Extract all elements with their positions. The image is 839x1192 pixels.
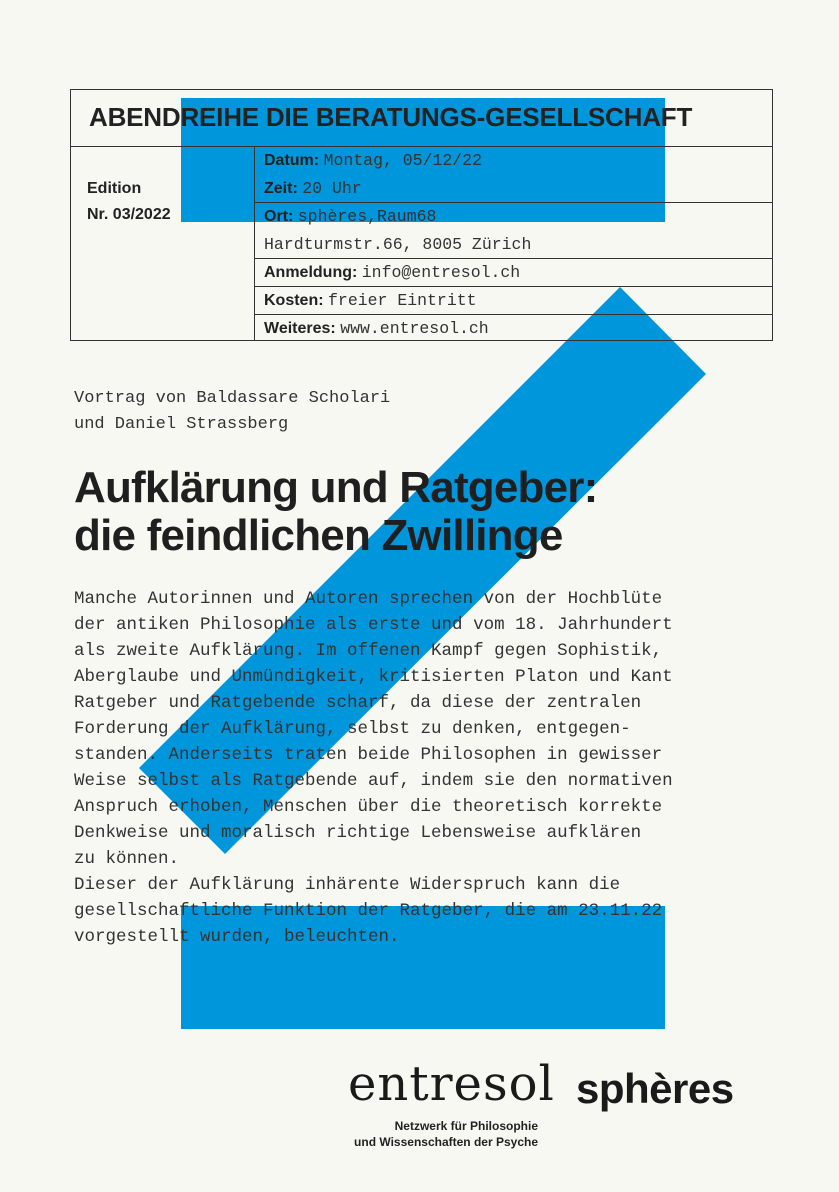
lecture-title-line: die feindlichen Zwillinge	[74, 511, 563, 560]
abstract-line: gesellschaftliche Funktion der Ratgeber, die am 23.11.22	[74, 901, 663, 921]
table-divider-vertical	[254, 146, 255, 340]
series-title: ABENDREIHE DIE BERATUNGS-GESELLSCHAFT	[71, 90, 772, 147]
edition-line-1: Edition	[87, 180, 142, 197]
detail-row-more	[264, 315, 489, 343]
tagline-line: und Wissenschaften der Psyche	[354, 1135, 538, 1149]
abstract-line: zu können.	[74, 849, 180, 869]
detail-label: Weiteres:	[264, 320, 336, 337]
abstract-line: Denkweise und moralisch richtige Lebensweise aufklären	[74, 823, 642, 843]
detail-value: Montag, 05/12/22	[323, 151, 482, 170]
detail-row-location	[264, 203, 436, 231]
tagline-line: Netzwerk für Philosophie	[394, 1119, 538, 1133]
entresol-logo: entresol	[348, 1056, 555, 1112]
detail-value: www.entresol.ch	[340, 319, 489, 338]
abstract-line: Forderung der Aufklärung, selbst zu denken, entgegen-	[74, 719, 631, 739]
abstract-line: Anspruch erhoben, Menschen über die theoretisch korrekte	[74, 797, 663, 817]
detail-row-cost	[264, 287, 477, 315]
spheres-logo: sphères	[576, 1065, 734, 1112]
detail-value: info@entresol.ch	[361, 263, 521, 282]
abstract-line: Ratgeber und Ratgebende scharf, da diese der zentralen	[74, 693, 642, 713]
detail-value: Hardturmstr.66, 8005 Zürich	[264, 235, 532, 254]
detail-value: freier Eintritt	[328, 291, 477, 310]
detail-label: Ort:	[264, 208, 294, 225]
event-info-table	[70, 89, 773, 341]
detail-label: Kosten:	[264, 292, 324, 309]
edition-number: Nr. 03/2022	[87, 206, 171, 223]
abstract-line: als zweite Aufklärung. Im offenen Kampf gegen Sophistik,	[74, 641, 663, 661]
lecture-title-line: Aufklärung und Ratgeber:	[74, 463, 598, 512]
entresol-tagline	[354, 1118, 538, 1150]
abstract-line: vorgestellt wurden, beleuchten.	[74, 927, 400, 947]
detail-row-time	[264, 175, 362, 203]
detail-value: 20 Uhr	[302, 179, 362, 198]
speaker-line: und Daniel Strassberg	[74, 415, 289, 434]
abstract-line: Manche Autorinnen und Autoren sprechen von der Hochblüte	[74, 589, 663, 609]
abstract-line: standen. Anderseits traten beide Philosophen in gewisser	[74, 745, 663, 765]
detail-label: Anmeldung:	[264, 264, 358, 281]
detail-row-address	[264, 231, 531, 259]
detail-label: Zeit:	[264, 180, 298, 197]
detail-row-date	[264, 147, 482, 175]
abstract-line: Weise selbst als Ratgebende auf, indem sie den normativen	[74, 771, 673, 791]
speaker-line: Vortrag von Baldassare Scholari	[74, 389, 391, 408]
abstract-line: der antiken Philosophie als erste und vom 18. Jahrhundert	[74, 615, 673, 635]
detail-row-registration	[264, 259, 520, 287]
speaker-credit	[74, 386, 390, 438]
detail-label: Datum:	[264, 152, 320, 169]
lecture-title	[74, 464, 597, 560]
abstract-text	[74, 586, 673, 950]
edition-label	[87, 176, 171, 228]
abstract-line: Dieser der Aufklärung inhärente Widerspruch kann die	[74, 875, 621, 895]
detail-value: sphères,Raum68	[297, 207, 437, 226]
abstract-line: Aberglaube und Unmündigkeit, kritisierten Platon und Kant	[74, 667, 673, 687]
